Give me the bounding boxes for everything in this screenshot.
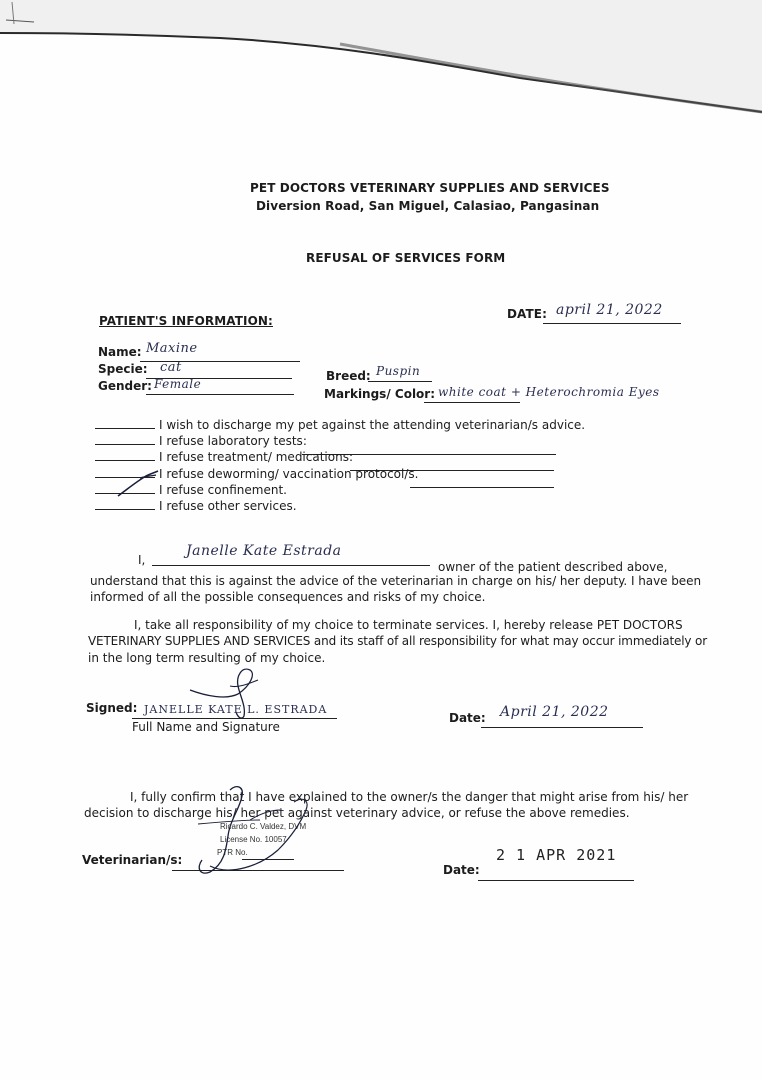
date-label: DATE: <box>507 307 547 321</box>
option-blank-3[interactable] <box>95 460 155 461</box>
statement-line3: informed of all the possible consequences and risks of my choice. <box>90 590 486 604</box>
owner-name-line <box>152 565 430 566</box>
option-text-1: I wish to discharge my pet against the attending veterinarian/s advice. <box>159 418 586 432</box>
vet-date-stamp: 2 1 APR 2021 <box>496 846 617 864</box>
vet-date-line <box>478 880 634 881</box>
stamp-vet-name: Ricardo C. Valdez, DVM <box>220 822 307 831</box>
company-address: Diversion Road, San Miguel, Calasiao, Pangasinan <box>256 199 600 213</box>
release-line1: I, take all responsibility of my choice to terminate services. I, hereby release PET DOCTORS <box>134 618 683 632</box>
name-label: Name: <box>98 345 142 359</box>
paper-fold-edge <box>0 0 762 130</box>
owner-name-handwritten: Janelle Kate Estrada <box>186 543 342 559</box>
stamp-license: License No. 10057 <box>220 835 287 844</box>
breed-value: Puspin <box>376 364 421 378</box>
deworming-line <box>410 487 554 488</box>
option-text-6: I refuse other services. <box>159 499 297 513</box>
gender-label: Gender: <box>98 379 152 393</box>
patient-info-heading: PATIENT'S INFORMATION: <box>99 314 273 328</box>
markings-label: Markings/ Color: <box>324 387 436 401</box>
signature-line <box>132 718 337 719</box>
owner-date-line <box>481 727 643 728</box>
option-text-4: I refuse deworming/ vaccination protocol/s. <box>159 467 419 481</box>
specie-value: cat <box>160 360 182 375</box>
breed-label: Breed: <box>326 369 371 383</box>
option-text-3: I refuse treatment/ medications: <box>159 450 353 464</box>
release-line3: in the long term resulting of my choice. <box>88 651 326 665</box>
specie-label: Specie: <box>98 362 148 376</box>
statement-line1-tail: owner of the patient described above, <box>438 560 668 574</box>
date-value: april 21, 2022 <box>556 302 663 318</box>
gender-line <box>146 394 294 395</box>
option-blank-2[interactable] <box>95 444 155 445</box>
vet-confirm-line1: I, fully confirm that I have explained to the owner/s the danger that might arise from his/ her <box>130 790 689 804</box>
option-blank-6[interactable] <box>95 509 155 510</box>
gender-value: Female <box>154 377 202 391</box>
option-text-5: I refuse confinement. <box>159 483 287 497</box>
breed-line <box>368 381 432 382</box>
form-title: REFUSAL OF SERVICES FORM <box>306 251 506 265</box>
markings-value: white coat + Heterochromia Eyes <box>438 385 660 399</box>
release-line2: VETERINARY SUPPLIES AND SERVICES and its staff of all responsibility for what may occur immediately or <box>88 634 708 648</box>
markings-line <box>424 402 520 403</box>
veterinarian-label: Veterinarian/s: <box>82 853 183 867</box>
owner-date-value: April 21, 2022 <box>500 704 609 720</box>
signature-caption: Full Name and Signature <box>132 720 280 734</box>
vet-signature-scribble <box>190 780 320 880</box>
vet-date-label: Date: <box>443 863 480 877</box>
statement-prefix: I, <box>138 553 146 567</box>
name-value: Maxine <box>146 341 198 356</box>
stamp-ptr: PTR No. <box>217 848 248 857</box>
owner-date-label: Date: <box>449 711 486 725</box>
option-blank-1[interactable] <box>95 428 155 429</box>
company-name: PET DOCTORS VETERINARY SUPPLIES AND SERVICES <box>250 181 610 195</box>
signed-label: Signed: <box>86 701 138 715</box>
owner-printed-name: JANELLE KATE L. ESTRADA <box>144 703 328 716</box>
date-line <box>543 323 681 324</box>
statement-line2: understand that this is against the advice of the veterinarian in charge on his/ her deputy. I have been <box>90 574 702 588</box>
confinement-checkmark-icon <box>112 470 162 500</box>
vet-confirm-line2: decision to discharge his/ her pet against veterinary advice, or refuse the above remedies. <box>84 806 630 820</box>
option-text-2: I refuse laboratory tests: <box>159 434 307 448</box>
